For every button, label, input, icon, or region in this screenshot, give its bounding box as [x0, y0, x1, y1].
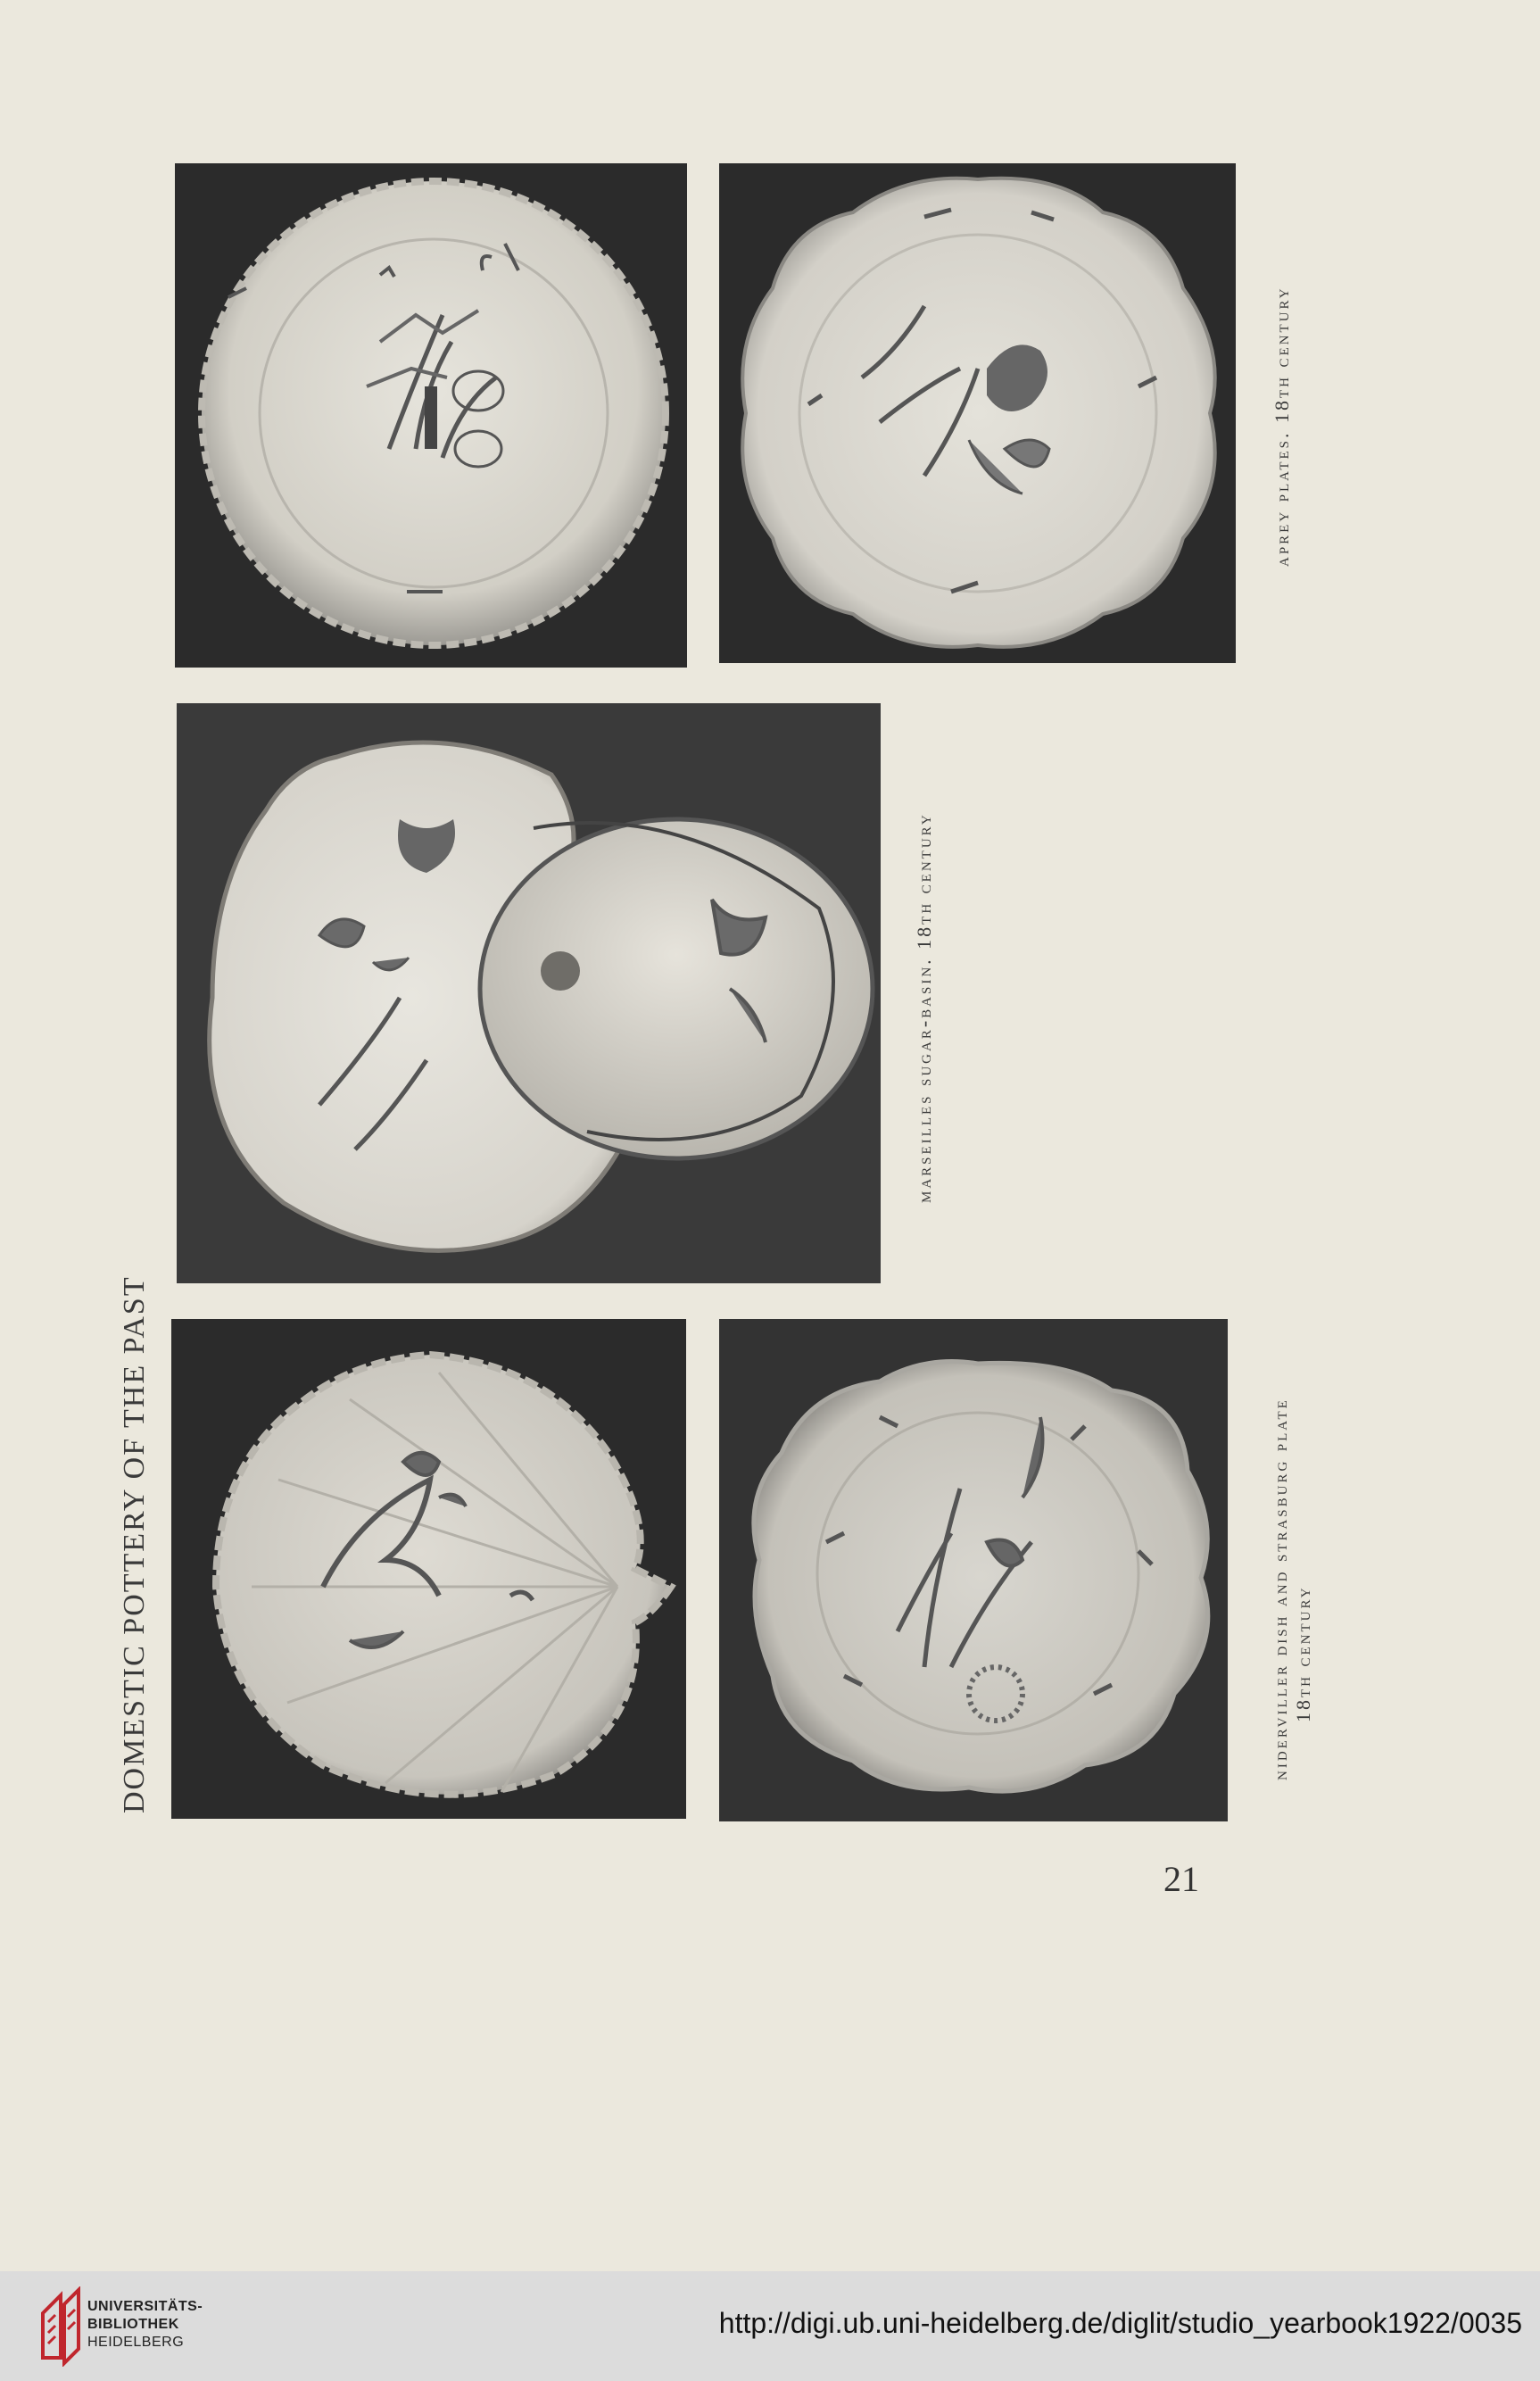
logo-line-1: UNIVERSITÄTS- — [87, 2299, 203, 2314]
photo-sugar-basin — [177, 703, 881, 1283]
caption-niderviller-line1: niderviller dish and strasburg plate — [1269, 1398, 1291, 1780]
caption-aprey-plates: aprey plates. 18th century — [1271, 286, 1293, 567]
caption-marseilles-sugar-basin: marseilles sugar-basin. 18th century — [913, 812, 935, 1203]
photo-strasburg-plate — [719, 1319, 1228, 1821]
sugar-basin-illustration — [177, 703, 881, 1283]
plate-bird-illustration — [719, 163, 1236, 663]
logo-line-2: BIBLIOTHEK — [87, 2317, 179, 2332]
logo-line-3: HEIDELBERG — [87, 2335, 185, 2350]
footer-bar — [0, 2271, 1540, 2381]
running-title: DOMESTIC POTTERY OF THE PAST — [118, 1275, 151, 1813]
source-url-link[interactable]: http://digi.ub.uni-heidelberg.de/diglit/studio_yearbook1922/0035 — [718, 2307, 1522, 2339]
strasburg-plate-illustration — [719, 1319, 1228, 1821]
page-number: 21 — [1163, 1859, 1199, 1899]
photo-plate-insects — [175, 163, 687, 668]
shell-dish-illustration — [171, 1319, 686, 1819]
caption-niderviller-line2: 18th century — [1292, 1585, 1314, 1722]
library-logo-text — [87, 2298, 203, 2352]
library-logo-icon — [39, 2286, 80, 2367]
photo-shell-dish — [171, 1319, 686, 1819]
plate-insects-illustration — [175, 163, 687, 668]
photo-plate-bird — [719, 163, 1236, 663]
